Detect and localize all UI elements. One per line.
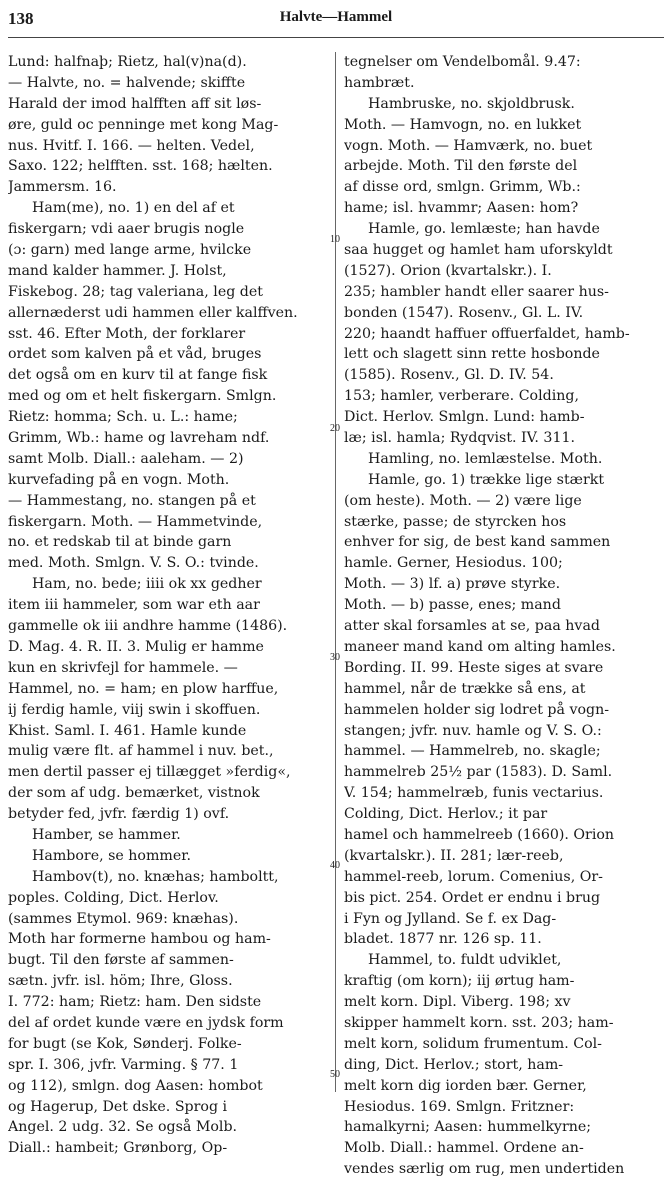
text-line: bugt. Til den første af sammen- [8, 952, 234, 969]
text-line: stærke, passe; de styrcken hos [344, 513, 567, 530]
text-line: arbejde. Moth. Til den første del [344, 158, 578, 175]
line-number: 50 [330, 1069, 340, 1080]
text-line: bis pict. 254. Ordet er endnu i brug [344, 889, 601, 906]
text-line: betyder fed, jvfr. færdig 1) ovf. [8, 806, 230, 823]
text-line: med. Moth. Smlgn. V. S. O.: tvinde. [8, 555, 259, 572]
text-line: Ham, no. bede; iiii ok xx gedher [32, 576, 262, 593]
running-head: Halvte—Hammel [279, 9, 393, 25]
text-line: Lund: halfnaþ; Rietz, hal(v)na(d). [8, 54, 247, 70]
text-line: Moth har formerne hambou og ham- [8, 931, 271, 948]
text-line: melt korn, solidum frumentum. Col- [344, 1035, 602, 1052]
text-line: Grimm, Wb.: hame og lavreham ndf. [8, 430, 270, 447]
text-line: Ham(me), no. 1) en del af et [32, 200, 235, 217]
text-line: hammel, når de trække så ens, at [344, 680, 586, 697]
header-rule [8, 37, 664, 38]
text-line: stangen; jvfr. nuv. hamle og V. S. O.: [344, 722, 602, 739]
text-line: Hamle, go. 1) trække lige stærkt [368, 471, 605, 488]
text-line: bladet. 1877 nr. 126 sp. 11. [344, 931, 542, 948]
line-number: 10 [330, 234, 340, 245]
text-line: Angel. 2 udg. 32. Se også Molb. [8, 1119, 238, 1136]
text-line: samt Molb. Diall.: aaleham. — 2) [8, 450, 244, 467]
text-line: skipper hammelt korn. sst. 203; ham- [344, 1014, 614, 1031]
text-line: D. Mag. 4. R. II. 3. Mulig er hamme [8, 638, 264, 655]
text-line: — Halvte, no. = halvende; skiffte [8, 74, 246, 91]
text-line: der som af udg. bemærket, vistnok [8, 785, 260, 802]
text-line: vogn. Moth. — Hamværk, no. buet [344, 137, 593, 154]
text-line: hammel. — Hammelreb, no. skagle; [344, 743, 601, 760]
text-line: Dict. Herlov. Smlgn. Lund: hamb- [344, 409, 585, 426]
text-line: Hammel, to. fuldt udviklet, [368, 952, 562, 969]
text-line: mulig være flt. af hammel i nuv. bet., [8, 743, 274, 760]
text-line: fiskergarn; vdi aaer brugis nogle [8, 221, 245, 238]
text-line: gammelle ok iii andhre hamme (1486). [8, 618, 288, 635]
text-line: kraftig (om korn); iij ørtug ham- [344, 973, 575, 990]
text-line: (sammes Etymol. 969: knæhas). [8, 910, 239, 927]
text-line: med og om et helt fiskergarn. Smlgn. [8, 388, 277, 405]
text-line: 235; hambler handt eller saarer hus- [344, 283, 609, 300]
text-line: (ɔ: garn) med lange arme, hvilcke [8, 242, 252, 259]
text-line: ij ferdig hamle, viij swin i skoffuen. [8, 701, 261, 718]
text-line: sst. 46. Efter Moth, der forklarer [8, 325, 246, 342]
text-line: enhver for sig, de best kand sammen [344, 534, 611, 551]
text-line: I. 772: ham; Rietz: ham. Den sidste [8, 994, 262, 1011]
text-line: Rietz: homma; Sch. u. L.: hame; [8, 409, 238, 426]
text-line: ordet som kalven på et våd, bruges [8, 346, 262, 363]
text-line: hamle. Gerner, Hesiodus. 100; [344, 555, 563, 572]
text-line: (1527). Orion (kvartalskr.). I. [344, 262, 552, 279]
text-line: Khist. Saml. I. 461. Hamle kunde [8, 722, 247, 739]
text-line: Diall.: hambeit; Grønborg, Op- [8, 1140, 228, 1157]
text-line: maneer mand kand om alting hamles. [344, 638, 616, 655]
text-line: Moth. — Hamvogn, no. en lukket [344, 116, 582, 133]
text-line: Saxo. 122; helfften. sst. 168; hælten. [8, 158, 273, 175]
text-line: melt korn. Dipl. Viberg. 198; xv [344, 994, 571, 1011]
text-line: Fiskebog. 28; tag valeriana, leg det [8, 283, 263, 300]
text-line: Moth. — 3) lf. a) prøve styrke. [344, 576, 561, 593]
text-line: tegnelser om Vendelbomål. 9.47: [344, 54, 581, 70]
text-line: kurvefading på en vogn. Moth. [8, 471, 230, 488]
text-line: V. 154; hammelræb, funis vectarius. [344, 785, 604, 802]
text-line: (om heste). Moth. — 2) være lige [344, 492, 582, 509]
line-number: 40 [330, 860, 340, 871]
text-line: Hambov(t), no. knæhas; hamboltt, [32, 868, 279, 885]
text-line: Colding, Dict. Herlov.; it par [344, 806, 548, 823]
page-number: 138 [8, 9, 34, 28]
text-line: poples. Colding, Dict. Herlov. [8, 889, 219, 906]
text-line: — Hammestang, no. stangen på et [8, 492, 256, 509]
text-line: læ; isl. hamla; Rydqvist. IV. 311. [344, 430, 576, 447]
text-line: hammelreb 25½ par (1583). D. Saml. [344, 764, 613, 781]
line-number: 20 [330, 423, 340, 434]
text-line: allernæderst udi hammen eller kalffven. [8, 304, 298, 321]
text-line: Hamber, se hammer. [32, 826, 181, 843]
text-line: hammelen holder sig lodret på vogn- [344, 701, 610, 718]
text-line: og Hagerup, Det dske. Sprog i [8, 1098, 228, 1115]
text-line: 153; hamler, verberare. Colding, [344, 388, 579, 405]
text-line: i Fyn og Jylland. Se f. ex Dag- [344, 910, 557, 927]
text-line: (kvartalskr.). II. 281; lær-reeb, [344, 847, 564, 864]
text-line: Hambruske, no. skjoldbrusk. [368, 95, 575, 112]
text-line: og 112), smlgn. dog Aasen: hombot [8, 1077, 263, 1094]
text-line: atter skal forsamles at se, paa hvad [344, 618, 600, 635]
text-line: saa hugget og hamlet ham uforskyldt [344, 242, 613, 259]
text-line: det også om en kurv til at fange fisk [8, 367, 268, 384]
text-line: men dertil passer ej tillægget »ferdig«, [8, 764, 291, 781]
text-line: vendes særlig om rug, men undertiden [344, 1161, 625, 1178]
text-line: Harald der imod halfften aff sit løs- [8, 95, 262, 112]
text-line: Hammel, no. = ham; en plow harffue, [8, 680, 279, 697]
text-line: bonden (1547). Rosenv., Gl. L. IV. [344, 304, 584, 321]
text-line: 220; haandt haffuer offuerfaldet, hamb- [344, 325, 630, 342]
text-line: Jammersm. 16. [8, 179, 117, 196]
text-line: Bording. II. 99. Heste siges at svare [344, 659, 604, 676]
text-line: Hambore, se hommer. [32, 847, 192, 864]
text-line: af disse ord, smlgn. Grimm, Wb.: [344, 179, 581, 196]
text-line: Molb. Diall.: hammel. Ordene an- [344, 1140, 584, 1157]
text-line: item iii hammeler, som war eth aar [8, 597, 260, 614]
left-column [8, 52, 332, 1159]
text-line: for bugt (se Kok, Sønderj. Folke- [8, 1035, 242, 1052]
text-line: Hesiodus. 169. Smlgn. Fritzner: [344, 1098, 575, 1115]
text-line: hamalkyrni; Aasen: hummelkyrne; [344, 1119, 592, 1136]
text-line: hambræt. [344, 74, 415, 91]
text-line: Hamle, go. lemlæste; han havde [368, 221, 600, 238]
text-line: del af ordet kunde være en jydsk form [8, 1014, 284, 1031]
text-line: melt korn dig iorden bær. Gerner, [344, 1077, 587, 1094]
text-line: lett och slagett sinn rette hosbonde [344, 346, 600, 363]
text-line: (1585). Rosenv., Gl. D. IV. 54. [344, 367, 554, 384]
text-line: øre, guld oc penninge met kong Mag- [8, 116, 279, 133]
right-column [344, 52, 664, 1180]
text-line: spr. I. 306, jvfr. Varming. § 77. 1 [8, 1056, 239, 1073]
text-line: hammel-reeb, lorum. Comenius, Or- [344, 868, 603, 885]
line-number: 30 [330, 652, 340, 663]
text-line: ding, Dict. Herlov.; stort, ham- [344, 1056, 564, 1073]
text-line: sætn. jvfr. isl. höm; Ihre, Gloss. [8, 973, 233, 990]
column-divider [335, 52, 336, 1092]
text-line: kun en skrivfejl for hammele. — [8, 659, 238, 676]
text-line: nus. Hvitf. I. 166. — helten. Vedel, [8, 137, 255, 154]
text-line: fiskergarn. Moth. — Hammetvinde, [8, 513, 263, 530]
text-line: Hamling, no. lemlæstelse. Moth. [368, 450, 603, 467]
text-line: Moth. — b) passe, enes; mand [344, 597, 561, 614]
text-line: hamel och hammelreeb (1660). Orion [344, 826, 615, 843]
text-line: mand kalder hammer. J. Holst, [8, 262, 227, 279]
text-line: no. et redskab til at binde garn [8, 534, 232, 551]
text-line: hame; isl. hvammr; Aasen: hom? [344, 200, 579, 217]
